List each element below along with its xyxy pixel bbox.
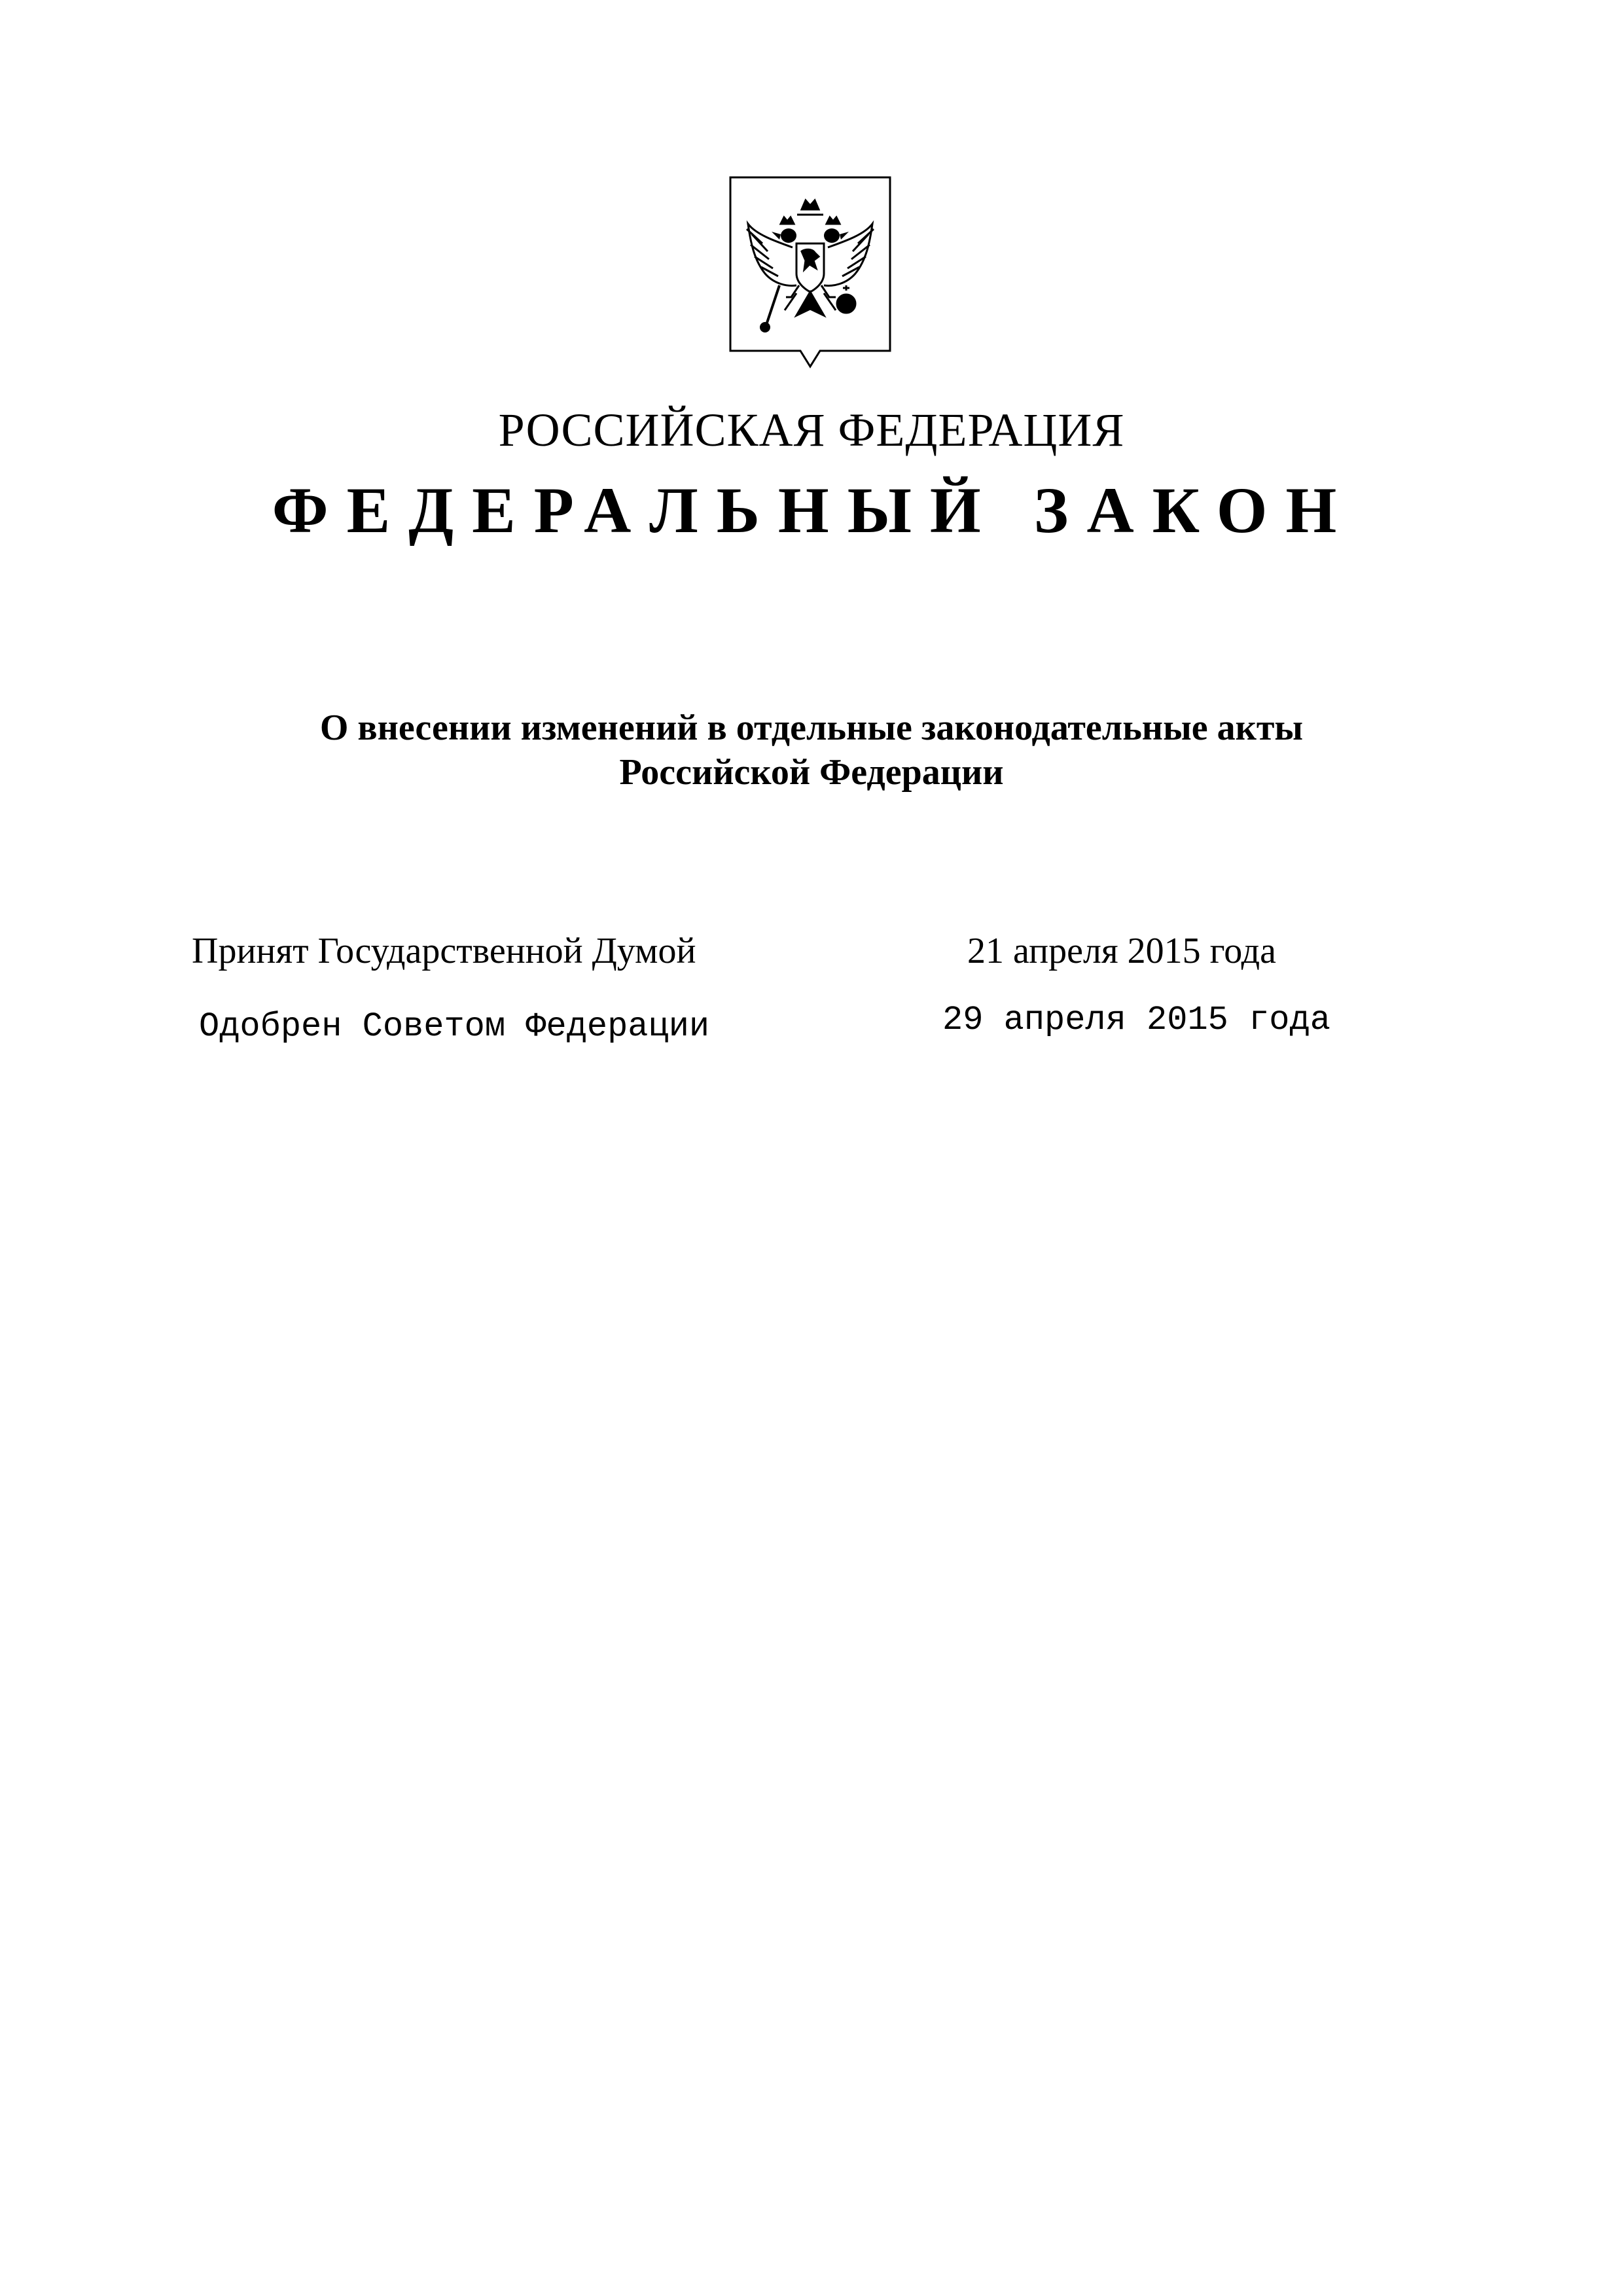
law-title-line: О внесении изменений в отдельные законодательные акты xyxy=(319,708,1304,748)
adopted-by-duma-date: 21 апреля 2015 года xyxy=(967,931,1276,971)
approved-by-council-date: 29 апреля 2015 года xyxy=(942,1001,1330,1039)
document-type: ФЕДЕРАЛЬНЫЙ ЗАКОН xyxy=(272,474,1355,547)
coat-of-arms-icon xyxy=(728,175,892,372)
adopted-by-duma-label: Принят Государственной Думой xyxy=(192,931,696,971)
country-name: РОССИЙСКАЯ ФЕДЕРАЦИЯ xyxy=(498,404,1125,456)
law-title-line: Российской Федерации xyxy=(619,752,1004,793)
law-title xyxy=(0,706,1623,795)
approved-by-council-label: Одобрен Советом Федерации xyxy=(199,1007,710,1046)
